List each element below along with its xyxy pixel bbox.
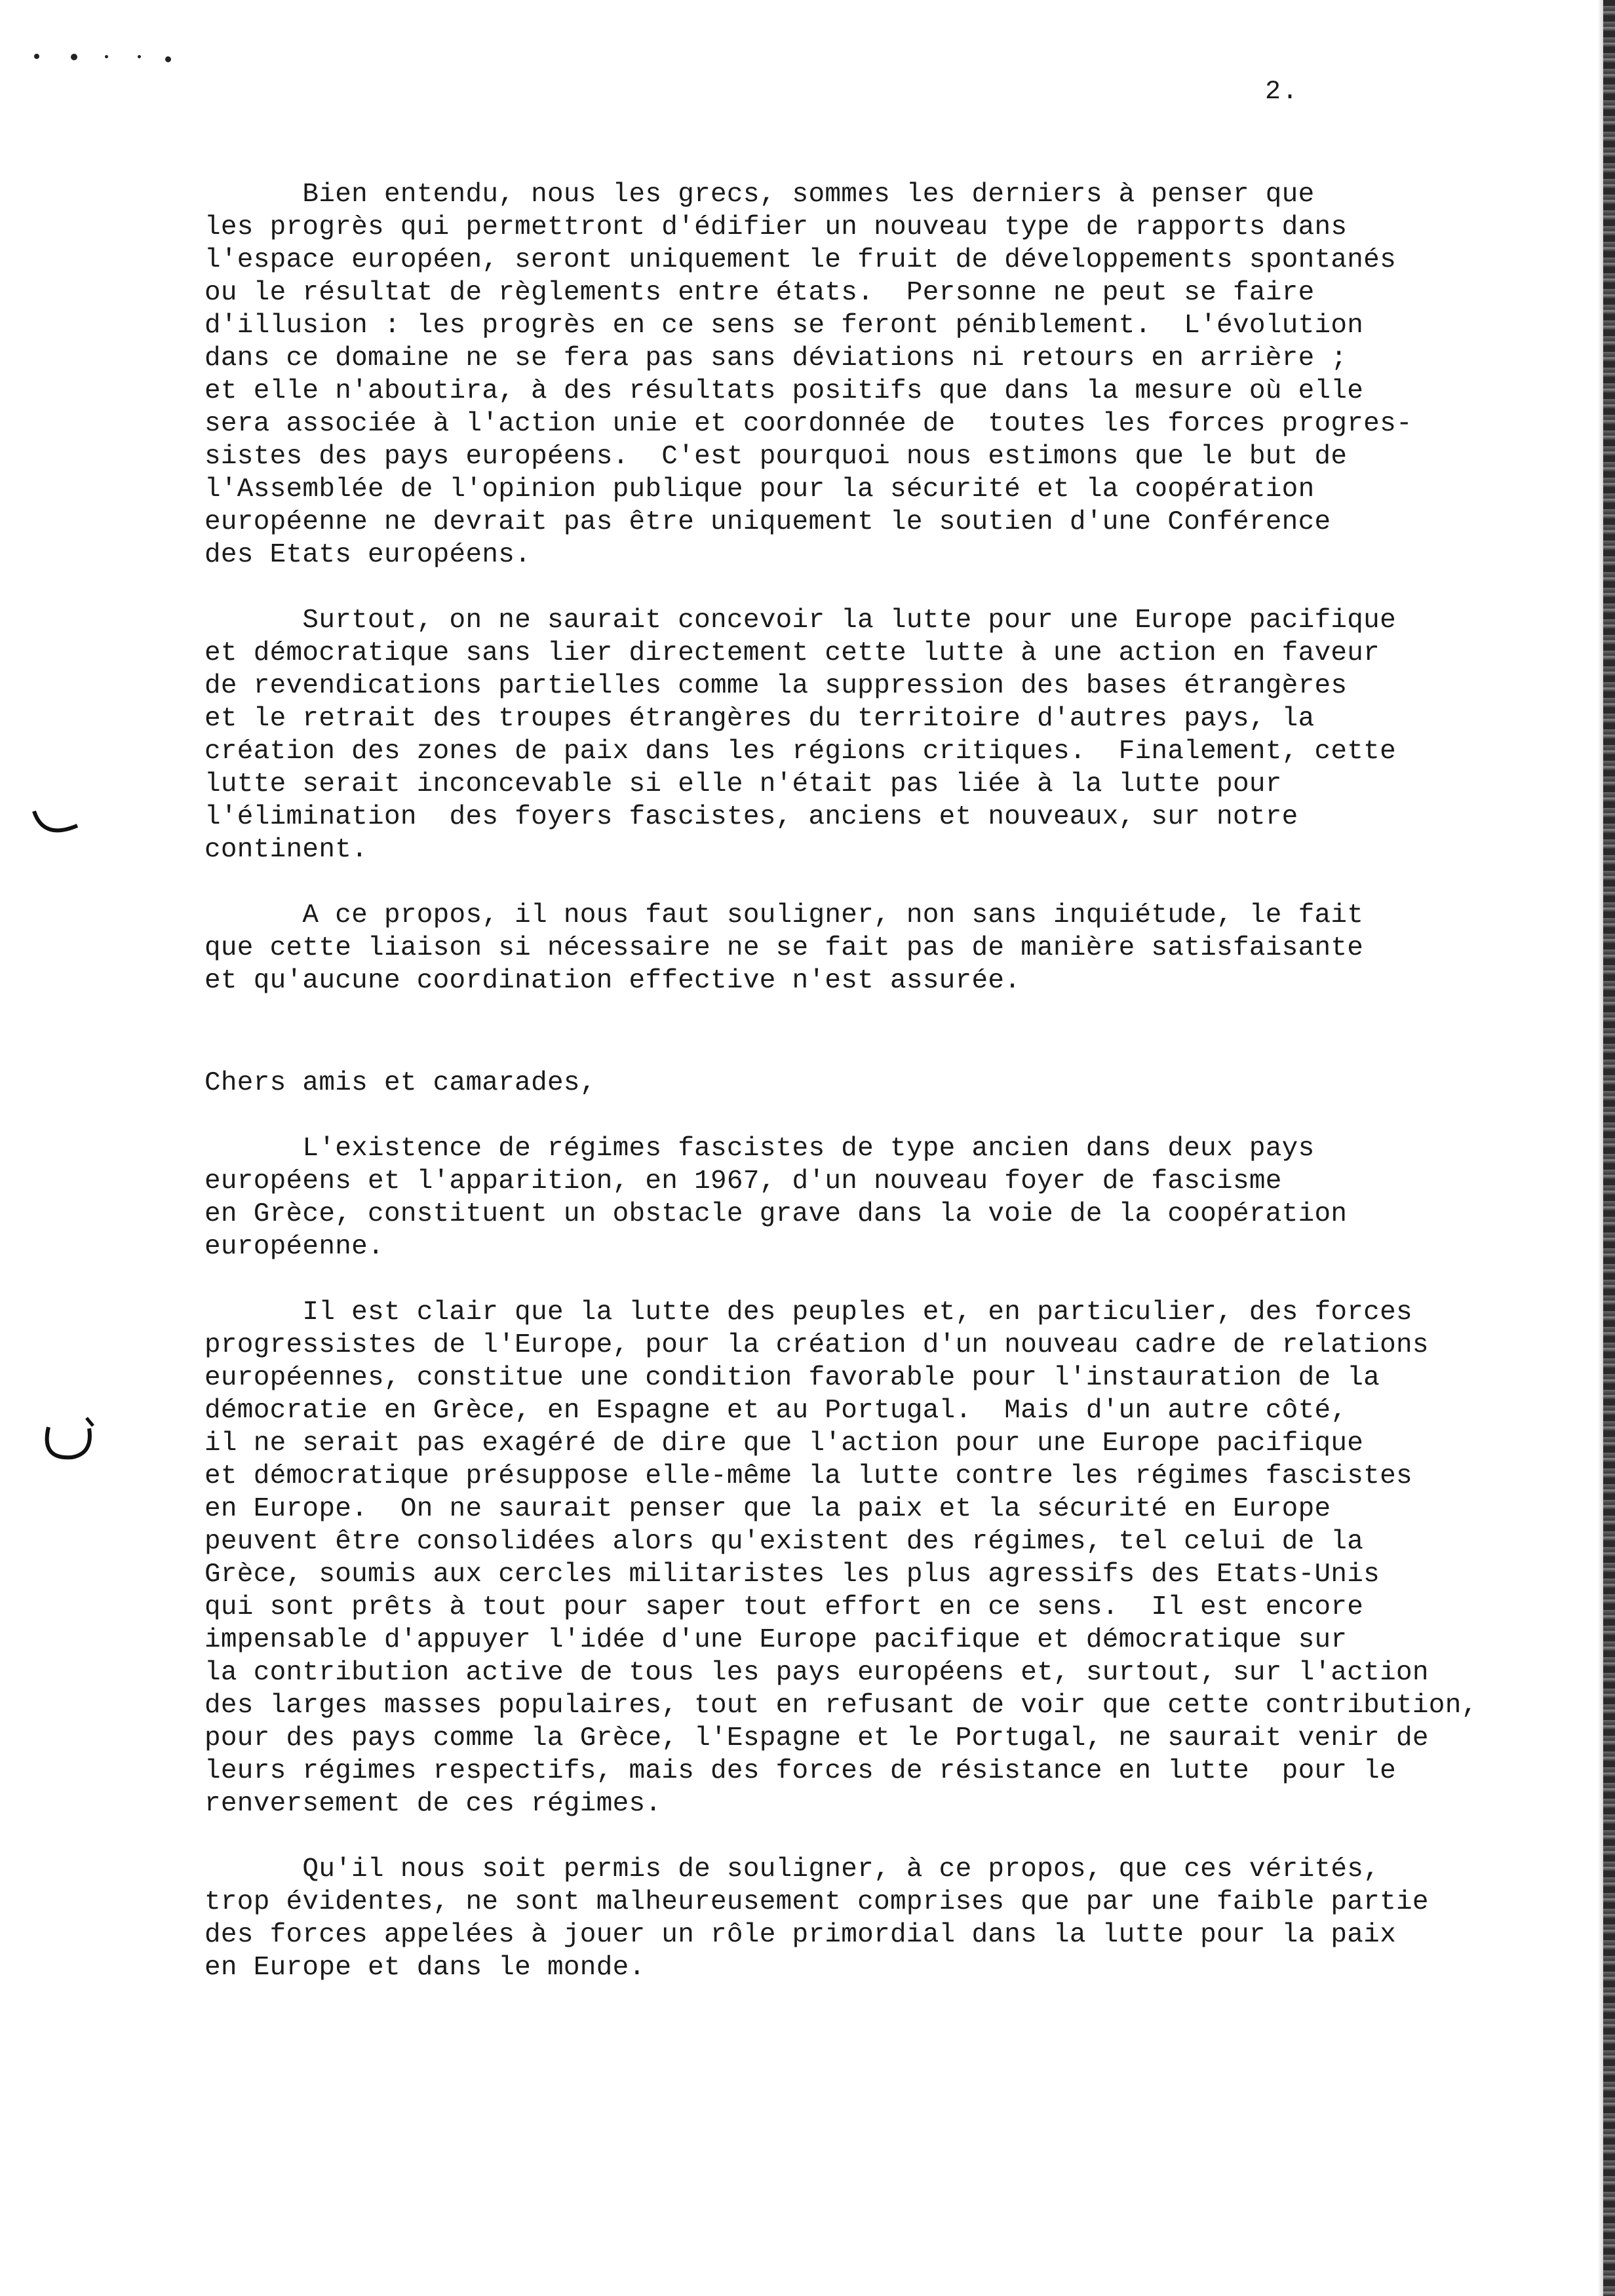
text-line: d'illusion : les progrès en ce sens se feront péniblement. L'évolution: [204, 311, 1364, 341]
scan-edge-shadow: [1598, 0, 1603, 2296]
text-line: renversement de ces régimes.: [204, 1789, 662, 1819]
text-line: européenne ne devrait pas être uniquement le soutien d'une Conférence: [204, 507, 1331, 537]
page-number: 2.: [1265, 77, 1300, 107]
text-line: en Europe et dans le monde.: [204, 1953, 646, 1983]
text-line: impensable d'appuyer l'idée d'une Europe pacifique et démocratique sur: [204, 1625, 1348, 1655]
text-line: en Europe. On ne saurait penser que la paix et la sécurité en Europe: [204, 1494, 1331, 1524]
scan-speck: [165, 56, 171, 62]
text-line: progressistes de l'Europe, pour la création d'un nouveau cadre de relations: [204, 1330, 1429, 1360]
scan-speck: [138, 55, 141, 58]
text-line: Surtout, on ne saurait concevoir la lutte pour une Europe pacifique: [204, 605, 1396, 636]
text-line: européenne.: [204, 1232, 384, 1262]
text-line: A ce propos, il nous faut souligner, non sans inquiétude, le fait: [204, 900, 1364, 930]
scan-speck: [105, 55, 108, 58]
text-line: qui sont prêts à tout pour saper tout effort en ce sens. Il est encore: [204, 1592, 1364, 1622]
punch-hole-mark: [30, 806, 83, 845]
text-line: L'existence de régimes fascistes de type ancien dans deux pays: [204, 1134, 1315, 1164]
text-line: des Etats européens.: [204, 540, 532, 570]
text-line: trop évidentes, ne sont malheureusement comprises que par une faible partie: [204, 1887, 1429, 1917]
text-line: démocratie en Grèce, en Espagne et au Portugal. Mais d'un autre côté,: [204, 1396, 1348, 1426]
text-line: et elle n'aboutira, à des résultats positifs que dans la mesure où elle: [204, 376, 1364, 406]
text-line: Chers amis et camarades,: [204, 1068, 596, 1098]
text-line: dans ce domaine ne se fera pas sans déviations ni retours en arrière ;: [204, 343, 1348, 373]
scan-speck: [71, 54, 77, 60]
text-line: peuvent être consolidées alors qu'existent des régimes, tel celui de la: [204, 1527, 1364, 1557]
text-line: et le retrait des troupes étrangères du territoire d'autres pays, la: [204, 704, 1315, 734]
punch-hole-mark: [39, 1414, 98, 1466]
text-line: européens et l'apparition, en 1967, d'un nouveau foyer de fascisme: [204, 1166, 1282, 1196]
text-line: création des zones de paix dans les régions critiques. Finalement, cette: [204, 737, 1396, 767]
text-line: la contribution active de tous les pays européens et, surtout, sur l'action: [204, 1658, 1429, 1688]
text-line: l'espace européen, seront uniquement le fruit de développements spontanés: [204, 245, 1396, 275]
text-line: il ne serait pas exagéré de dire que l'action pour une Europe pacifique: [204, 1428, 1364, 1459]
text-line: Qu'il nous soit permis de souligner, à ce propos, que ces vérités,: [204, 1854, 1380, 1885]
text-line: et qu'aucune coordination effective n'est assurée.: [204, 966, 1021, 996]
text-line: Grèce, soumis aux cercles militaristes les plus agressifs des Etats-Unis: [204, 1559, 1380, 1590]
text-line: des larges masses populaires, tout en refusant de voir que cette contribution,: [204, 1691, 1478, 1721]
text-line: et démocratique présuppose elle-même la lutte contre les régimes fascistes: [204, 1461, 1412, 1491]
text-line: ou le résultat de règlements entre états. Personne ne peut se faire: [204, 278, 1315, 308]
text-line: que cette liaison si nécessaire ne se fait pas de manière satisfaisante: [204, 933, 1364, 963]
text-line: de revendications partielles comme la suppression des bases étrangères: [204, 671, 1348, 701]
text-line: les progrès qui permettront d'édifier un nouveau type de rapports dans: [204, 212, 1348, 242]
text-line: en Grèce, constituent un obstacle grave dans la voie de la coopération: [204, 1199, 1348, 1229]
text-line: européennes, constitue une condition favorable pour l'instauration de la: [204, 1363, 1380, 1393]
text-line: l'élimination des foyers fascistes, anciens et nouveaux, sur notre: [204, 802, 1298, 832]
text-line: sistes des pays européens. C'est pourquoi nous estimons que le but de: [204, 442, 1348, 472]
text-line: l'Assemblée de l'opinion publique pour la sécurité et la coopération: [204, 474, 1315, 505]
scan-speck: [34, 54, 39, 59]
text-line: des forces appelées à jouer un rôle primordial dans la lutte pour la paix: [204, 1920, 1396, 1950]
text-line: sera associée à l'action unie et coordonnée de toutes les forces progres-: [204, 409, 1412, 439]
text-line: pour des pays comme la Grèce, l'Espagne et le Portugal, ne saurait venir de: [204, 1723, 1429, 1753]
text-line: continent.: [204, 835, 368, 865]
text-line: lutte serait inconcevable si elle n'était pas liée à la lutte pour: [204, 769, 1282, 799]
text-line: Il est clair que la lutte des peuples et, en particulier, des forces: [204, 1297, 1412, 1328]
text-line: leurs régimes respectifs, mais des forces de résistance en lutte pour le: [204, 1756, 1396, 1786]
text-line: Bien entendu, nous les grecs, sommes les derniers à penser que: [204, 180, 1315, 210]
text-line: et démocratique sans lier directement cette lutte à une action en faveur: [204, 638, 1380, 668]
scan-edge: [1603, 0, 1615, 2296]
